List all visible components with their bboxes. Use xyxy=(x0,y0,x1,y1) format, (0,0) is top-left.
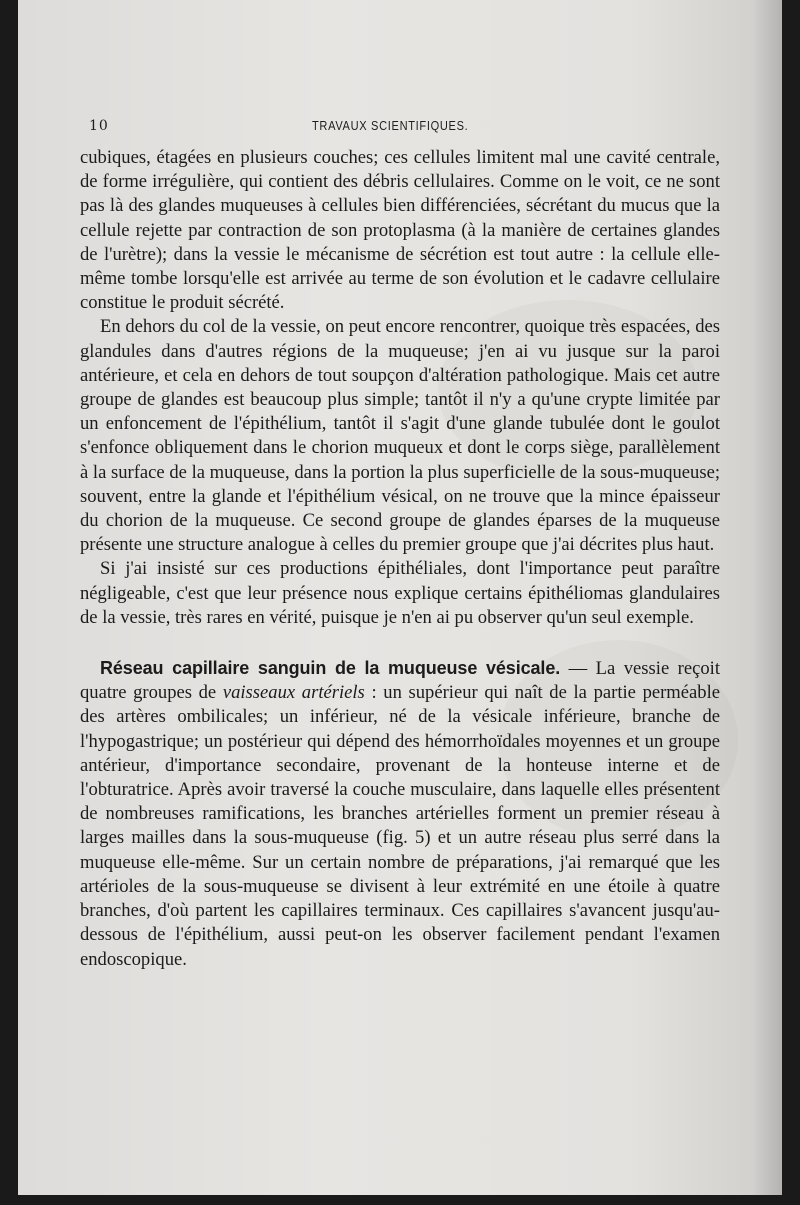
paragraph-glandules: En dehors du col de la vessie, on peut encore rencontrer, quoique très espacées, des glandules dans d'autres régions de la muqueuse; j'en ai vu jusque sur la paroi antérieure, et cela en dehors de tout soupçon d'altération pathologique. Mais cet autre groupe de glandes est beaucoup plus simple; tantôt il n'y a qu'une crypte limitée par un enfoncement de l'épithélium, tantôt il s'agit d'une glande tubulée dont le goulot s'enfonce obliquement dans le chorion muqueux et dont le corps siège, parallèlement à la surface de la muqueuse, dans la portion la plus superficielle de la sous-muqueuse; souvent, entre la glande et l'épithélium vésical, on ne trouve que la mince épaisseur du chorion de la muqueuse. Ce second groupe de glandes éparses de la muqueuse présente une structure analogue à celles du premier groupe que j'ai décrites plus haut. xyxy=(80,316,720,556)
paragraph-epitheliomas: Si j'ai insisté sur ces productions épithéliales, dont l'importance peut paraître négligeable, c'est que leur présence nous explique certains épithéliomas glandulaires de la vessie, très rares en vérité, puisque je n'en ai pu observer qu'un seul exemple. xyxy=(80,558,720,628)
emphasized-term: vaisseaux artériels xyxy=(222,682,365,704)
page-header xyxy=(18,112,782,140)
body-text xyxy=(80,146,720,972)
paragraph-capillary-network xyxy=(80,656,720,972)
page-number: 10 xyxy=(89,118,109,134)
section-heading: Réseau capillaire sanguin de la muqueuse vésicale. xyxy=(100,658,561,679)
page-edge-shadow xyxy=(752,0,782,1195)
book-page xyxy=(18,0,782,1195)
running-title: TRAVAUX SCIENTIFIQUES. xyxy=(312,118,469,133)
section-dash-text: — La vessie reçoit quatre groupes de xyxy=(80,658,720,704)
paragraph-continued: cubiques, étagées en plusieurs couches; ces cellules limitent mal une cavité centrale, de forme irrégulière, qui contient des débris cellulaires. Comme on le voit, ce ne sont pas là des glandes muqueuses à cellules bien différenciées, sécrétant du mucus que la cellule rejette par contraction de son protoplasma (à la manière de certaines glandes de l'urètre); dans la vessie le mécanisme de sécrétion est tout autre : la cellule elle-même tombe lorsqu'elle est arrivée au terme de son évolution et le cadavre cellulaire constitue le produit sécrété. xyxy=(80,147,720,314)
section-body-text: : un supérieur qui naît de la partie perméable des artères ombilicales; un inférieur, né de la vésicale inférieure, branche de l'hypogastrique; un postérieur qui dépend des hémorrhoïdales moyennes et un groupe antérieur, d'importance secondaire, provenant de la honteuse interne et de l'obturatrice. Après avoir traversé la couche musculaire, dans laquelle elles présentent de nombreuses ramifications, les branches artérielles forment un premier réseau à larges mailles dans la sous-muqueuse (fig. 5) et un autre réseau plus serré dans la muqueuse elle-même. Sur un certain nombre de préparations, j'ai remarqué que les artérioles de la sous-muqueuse se divisent à leur extrémité en une étoile à quatre branches, d'où partent les capillaires terminaux. Ces capillaires s'avancent jusqu'au-dessous de l'épithélium, aussi peut-on les observer facilement pendant l'examen endoscopique. xyxy=(80,682,720,970)
